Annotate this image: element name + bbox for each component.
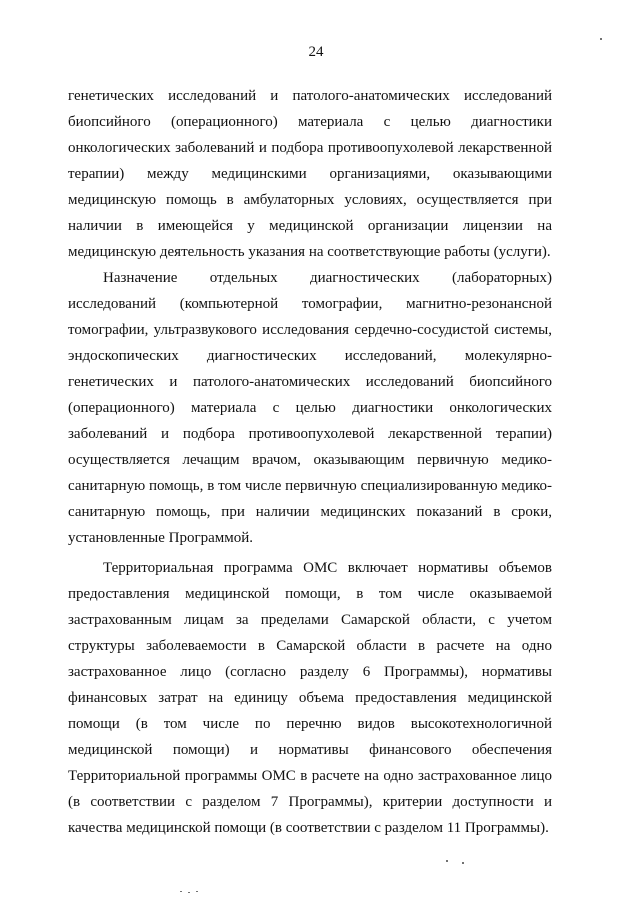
text-line: томографии, ультразвукового исследования сердечно-сосудистой системы, xyxy=(68,322,552,338)
text-line: структуры заболеваемости в Самарской области в расчете на одно xyxy=(68,638,552,654)
text-line: (в соответствии с разделом 7 Программы), критерии доступности и xyxy=(68,794,552,810)
text-line: заболеваний и подбора противоопухолевой лекарственной терапии) xyxy=(68,426,552,442)
scan-speck xyxy=(180,891,182,892)
text-line: медицинскую деятельность указания на соответствующие работы (услуги). xyxy=(68,244,551,260)
text-line: финансовых затрат на единицу объема предоставления медицинской xyxy=(68,690,552,706)
page-number: 24 xyxy=(308,44,324,60)
text-line: Территориальной программы ОМС в расчете на одно застрахованное лицо xyxy=(68,768,552,784)
text-line: Назначение отдельных диагностических (лабораторных) xyxy=(103,270,552,286)
text-line: осуществляется лечащим врачом, оказывающим первичную медико- xyxy=(68,452,552,468)
scan-speck xyxy=(600,38,602,40)
text-line: застрахованным лицам за пределами Самарской области, с учетом xyxy=(68,612,552,628)
scan-speck xyxy=(446,860,448,862)
text-line: эндоскопических диагностических исследований, молекулярно- xyxy=(68,348,552,364)
text-line: генетических исследований и патолого-анатомических исследований xyxy=(68,88,552,104)
text-line: предоставления медицинской помощи, в том числе оказываемой xyxy=(68,586,552,602)
text-line: установленные Программой. xyxy=(68,530,254,546)
scan-speck xyxy=(196,891,198,892)
scan-speck xyxy=(188,892,190,893)
text-line: медицинской помощи) и нормативы финансового обеспечения xyxy=(68,742,552,758)
text-line: терапии) между медицинскими организациями, оказывающими xyxy=(68,166,552,182)
text-line: санитарную помощь, в том числе первичную специализированную медико- xyxy=(68,478,552,494)
text-line: застрахованное лицо (согласно разделу 6 Программы), нормативы xyxy=(68,664,552,680)
text-line: помощи (в том числе по перечню видов высокотехнологичной xyxy=(68,716,552,732)
scan-speck xyxy=(462,862,464,864)
text-line: Территориальная программа ОМС включает нормативы объемов xyxy=(103,560,552,576)
text-line: онкологических заболеваний и подбора противоопухолевой лекарственной xyxy=(68,140,552,156)
text-line: санитарную помощь, при наличии медицинских показаний в сроки, xyxy=(68,504,552,520)
text-line: наличии в имеющейся у медицинской организации лицензии на xyxy=(68,218,552,234)
text-line: качества медицинской помощи (в соответствии с разделом 11 Программы). xyxy=(68,820,549,836)
text-line: (операционного) материала с целью диагностики онкологических xyxy=(68,400,552,416)
text-line: генетических и патолого-анатомических исследований биопсийного xyxy=(68,374,552,390)
text-line: медицинскую помощь в амбулаторных условиях, осуществляется при xyxy=(68,192,552,208)
text-line: биопсийного (операционного) материала с целью диагностики xyxy=(68,114,552,130)
text-line: исследований (компьютерной томографии, магнитно-резонансной xyxy=(68,296,552,312)
